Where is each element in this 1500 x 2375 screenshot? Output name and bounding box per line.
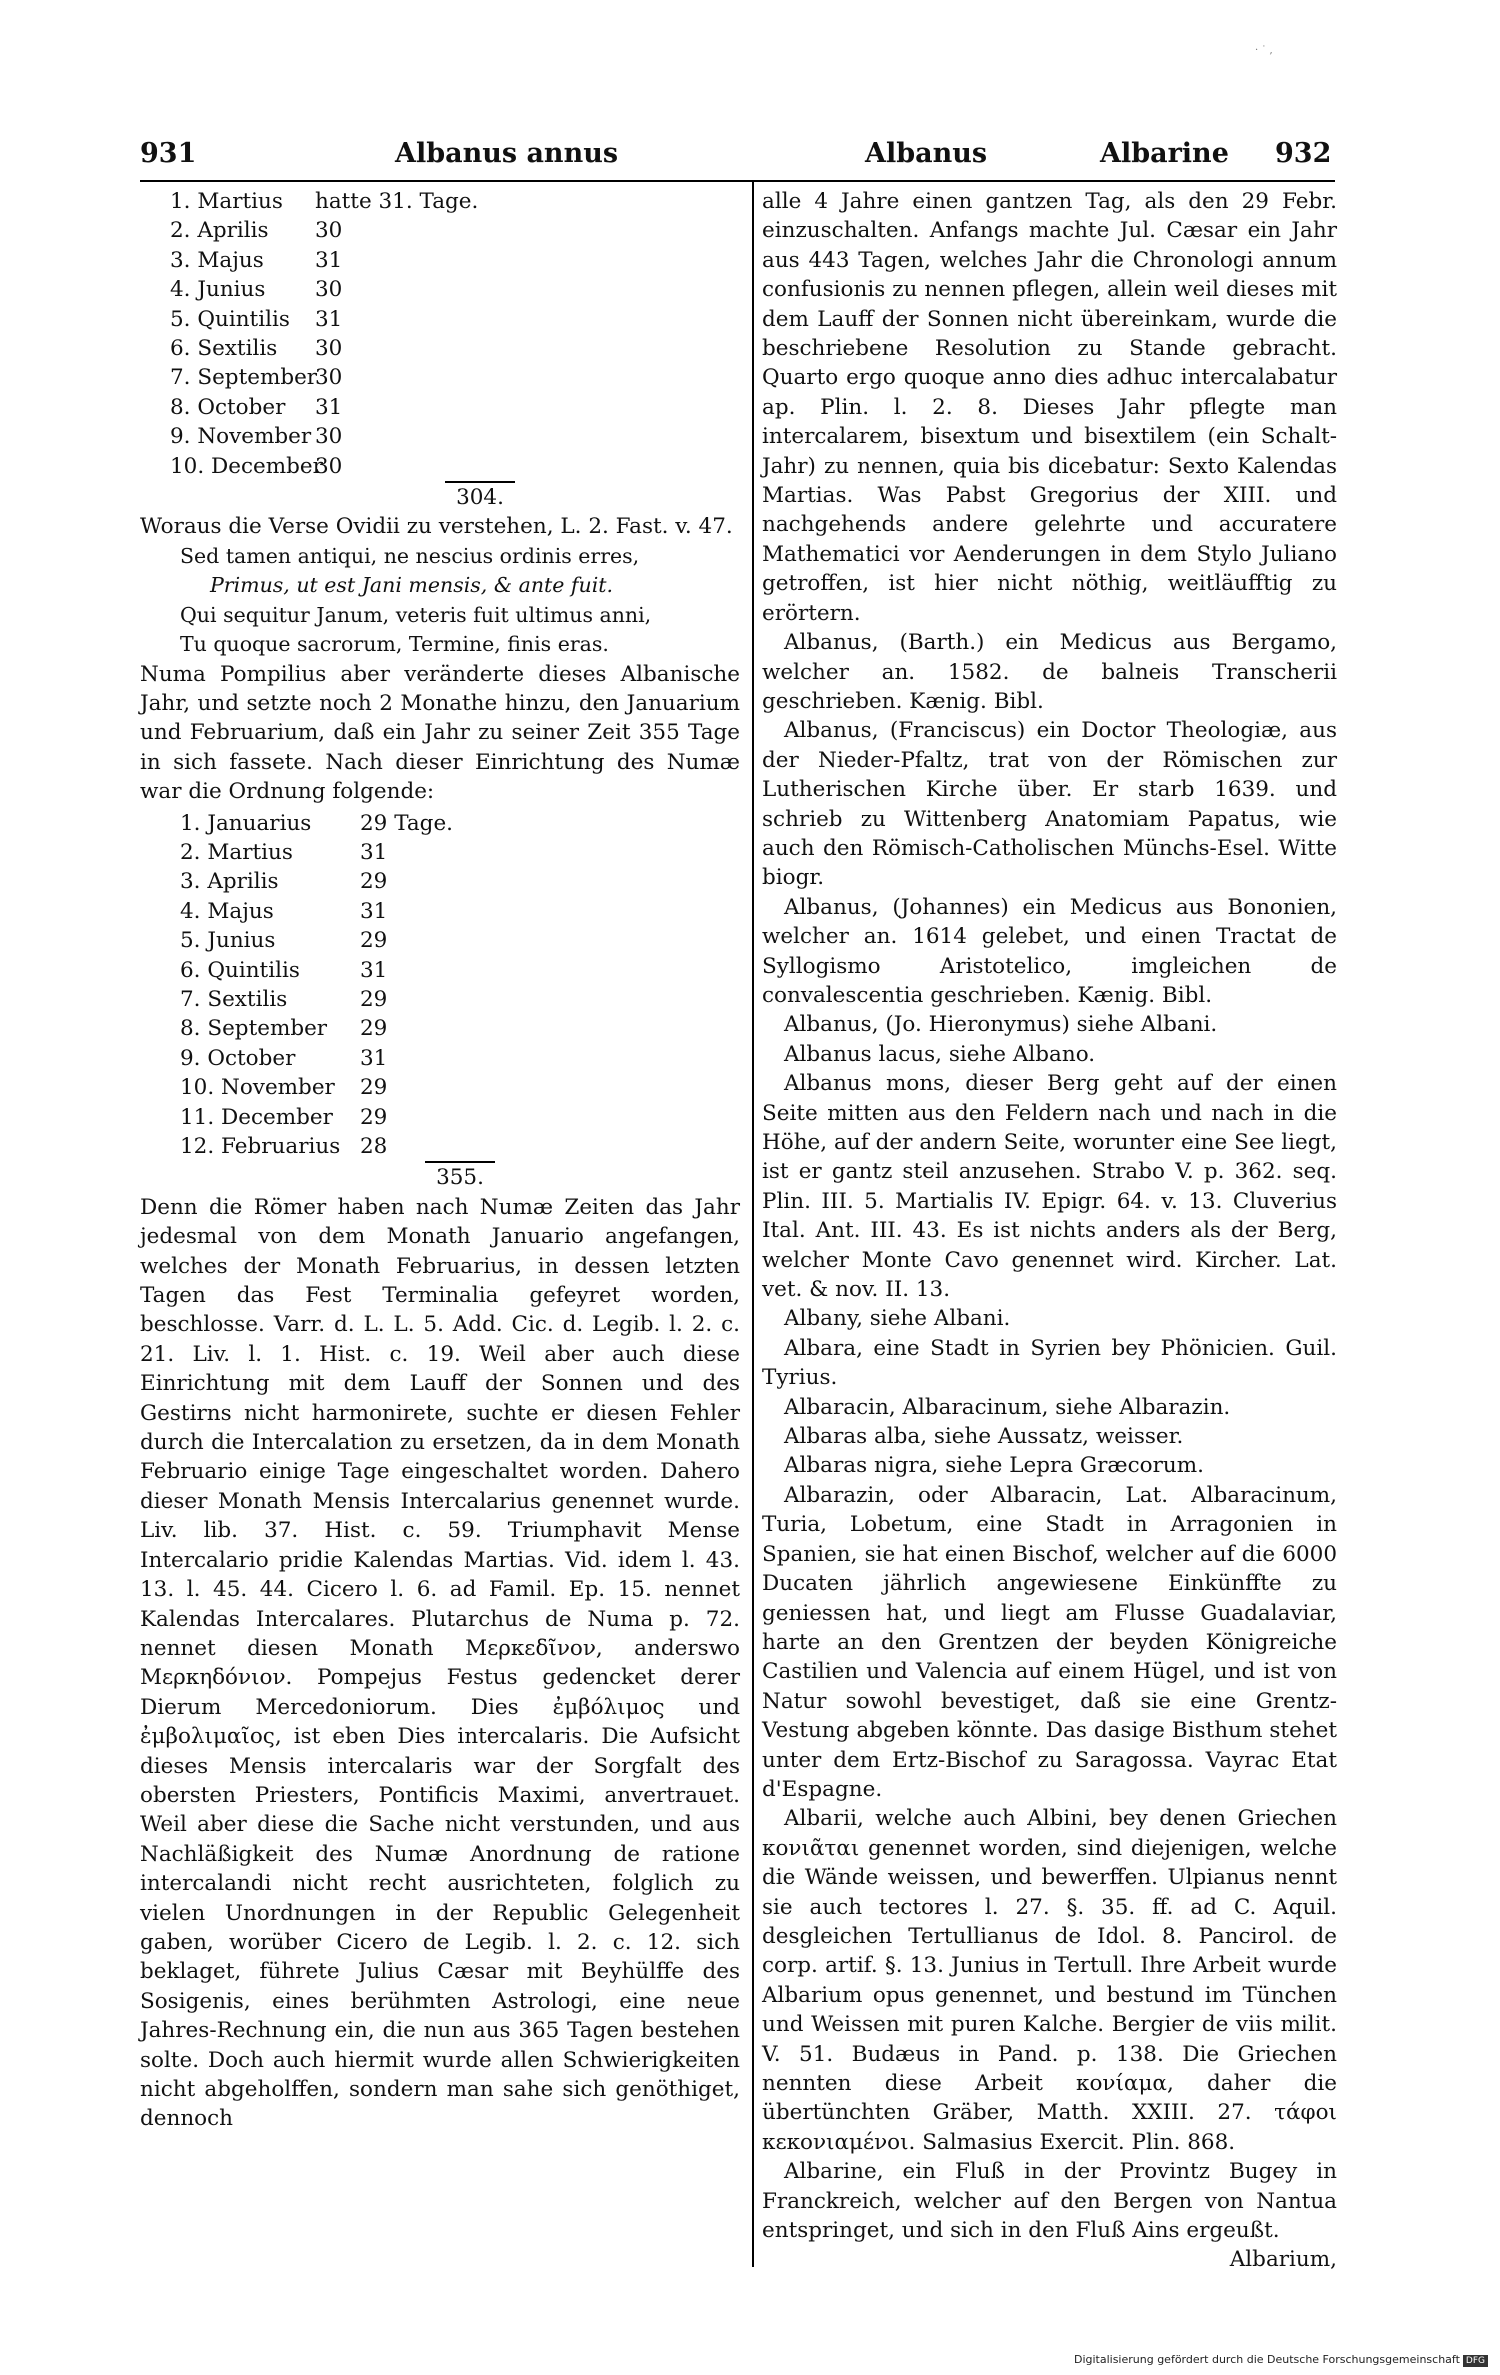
month-name bbox=[180, 985, 360, 1014]
month-label: November bbox=[221, 1075, 335, 1101]
entry-albany: Albany, siehe Albani. bbox=[784, 1306, 1011, 1332]
month-name bbox=[180, 1103, 360, 1132]
catchword: Albarium, bbox=[1229, 2247, 1337, 2273]
month-label: Februarius bbox=[221, 1134, 341, 1159]
table-spacer bbox=[575, 187, 740, 216]
month-label: September bbox=[197, 365, 318, 391]
running-head-center: Albanus bbox=[865, 138, 988, 169]
table-indent bbox=[140, 216, 170, 245]
entry-albanus-barth: Albanus, (Barth.) ein Medicus aus Bergamo, welcher an. 1582. de balneis Transcherii geschrieben. Kænig. Bibl. bbox=[762, 630, 1337, 714]
table1-sum: 304. bbox=[445, 481, 515, 512]
month-name bbox=[180, 1073, 360, 1102]
entry-albarazin: Albarazin, oder Albaracin, Lat. Albaracinum, Turia, Lobetum, eine Stadt in Arragonien in Spanien, sie hat einen Bischof, welcher auf die 6000 Ducaten jährlich angewiesene Einkünffte zu geniessen hat, und liegt am Flusse Guadalaviar, harte an den Grentzen der beyden Königreiche Castilien und Valencia auf einem Hügel, und ist von Natur sowohl bevestiget, daß sie eine Grentz-Vestung abgeben könnte. Das dasige Bisthum stehet unter dem Ertz-Bischof zu Saragossa. Vayrac Etat d'Espagne. bbox=[762, 1482, 1337, 1802]
table-indent bbox=[140, 985, 180, 1014]
paragraph-continuation: alle 4 Jahre einen gantzen Tag, als den 29 Febr. einzuschalten. Anfangs machte Jul. Cæsar ein Jahr aus 443 Tagen, welches Jahr die Chronologi annum confusionis zu nennen pflegen, allein weil dieses mit dem Lauff der Sonnen nicht übereinkam, wurde die beschriebene Resolution zu Stande gebracht. Quarto ergo quoque anno dies adhuc intercalabatur ap. Plin. l. 2. 8. Dieses Jahr pflegte man intercalarem, bisextum und bisextilem (ein Schalt-Jahr) zu nennen, quia bis dicebatur: Sexto Kalendas Martias. Was Pabst Gregorius der XIII. und nachgehends andere gelehrte und accuratere Mathematici vor Aenderungen in dem Stylo Juliano getroffen, ist hier nicht nöthig, weitläufftig zu erörtern. bbox=[762, 189, 1337, 626]
month-number: 1. bbox=[170, 189, 191, 214]
month-label: Sextilis bbox=[197, 336, 278, 362]
month-number: 6. bbox=[180, 957, 201, 983]
paragraph-romans: Denn die Römer haben nach Numæ Zeiten das Jahr jedesmal von dem Monath Januario angefangen, welches der Monath Februarius, in dessen letzten Tagen das Fest Terminalia gefeyret worden, beschlosse. Varr. d. L. L. 5. Add. Cic. d. Legib. l. 2. c. 21. Liv. l. 1. Hist. c. 19. Weil aber auch diese Einrichtung mit dem Lauff der Sonnen und des Gestirns nicht harmonirete, suchte er diesen Fehler durch die Intercalation zu ersetzen, da in dem Monath Februario einige Tage eingeschaltet worden. Dahero dieser Monath Mensis Intercalarius genennet wurde. Liv. lib. 37. Hist. c. 59. Triumphavit Mense Intercalario pridie Kalendas Martias. Vid. idem l. 43. 13. l. 45. 44. Cicero l. 6. ad Famil. Ep. 15. nennet Kalendas Intercalares. Plutarchus de Numa p. 72. nennet diesen Monath Μερκεδῖνον, anderswo Μερκηδόνιον. Pompejus Festus gedencket derer Dierum Mercedoniorum. Dies ἐμβόλιμος und ἐμβολιμαῖος, ist eben Dies intercalaris. Die Aufsicht dieses Mensis intercalaris war der Sorgfalt des obersten Priesters, Pontificis Maximi, anvertrauet. Weil aber diese die Sache nicht verstunden, und aus Nachläßigkeit des Numæ Anordnung de ratione intercalandi nicht recht ausrichteten, folglich zu vielen Unordnungen in der Republic Gelegenheit gaben, worüber Cicero de Legib. l. 2. c. 12. sich beklaget, führete Julius Cæsar mit Beyhülffe des Sosigenis, eines berühmten Astrologi, eine neue Jahres-Rechnung ein, die nun aus 365 Tagen bestehen solte. Doch auch hiermit wurde allen Schwierigkeiten nicht abgeholffen, sondern man sahe sich genöthiget, dennoch bbox=[140, 1194, 740, 2132]
month-days: 31 bbox=[315, 394, 343, 420]
paragraph-numa: Numa Pompilius aber veränderte dieses Albanische Jahr, und setzte noch 2 Monathe hinzu, den Januarium und Februarium, daß ein Jahr zu seiner Zeit 355 Tage in sich fassete. Nach dieser Einrichtung des Numæ war die Ordnung folgende: bbox=[140, 661, 740, 805]
table-spacer bbox=[560, 838, 740, 867]
entry-albaras-nigra: Albaras nigra, siehe Lepra Græcorum. bbox=[784, 1453, 1204, 1479]
month-label: Junius bbox=[207, 928, 276, 954]
table-indent bbox=[140, 867, 180, 896]
table-spacer bbox=[560, 1073, 740, 1102]
month-label: September bbox=[207, 1016, 328, 1042]
month-label: Quintilis bbox=[207, 957, 300, 983]
month-days: 28 bbox=[360, 1134, 388, 1159]
month-number: 3. bbox=[180, 869, 201, 895]
entry-albanus-lacus: Albanus lacus, siehe Albano. bbox=[784, 1041, 1096, 1067]
entry-albanus-franciscus: Albanus, (Franciscus) ein Doctor Theologiæ, aus der Nieder-Pfaltz, trat von der Römischen zur Lutherischen Kirche über. Er starb 1639. und schrieb zu Wittenberg Anatomiam Papatus, wie auch den Römisch-Catholischen Münchs-Esel. Witte biogr. bbox=[762, 718, 1337, 891]
month-number: 5. bbox=[170, 306, 191, 332]
table-indent bbox=[140, 393, 170, 422]
month-label: Aprilis bbox=[207, 869, 279, 895]
month-name bbox=[180, 867, 360, 896]
month-name bbox=[180, 926, 360, 955]
month-days: 30 bbox=[315, 424, 343, 450]
month-label: October bbox=[197, 394, 286, 420]
table-indent bbox=[140, 1132, 180, 1161]
month-name bbox=[170, 334, 315, 363]
month-label: November bbox=[197, 424, 312, 450]
month-name bbox=[170, 393, 315, 422]
table-indent bbox=[140, 1103, 180, 1132]
table-indent bbox=[140, 838, 180, 867]
month-days: hatte 31. Tage. bbox=[315, 189, 479, 214]
entry-albaras-alba: Albaras alba, siehe Aussatz, weisser. bbox=[784, 1424, 1184, 1450]
right-column bbox=[762, 187, 1337, 2275]
scan-speck: · ˙ , bbox=[1255, 45, 1273, 56]
verse-line-3: Qui sequitur Janum, veteris fuit ultimus anni, bbox=[180, 602, 652, 627]
table-indent bbox=[140, 275, 170, 304]
table-spacer bbox=[575, 363, 740, 392]
entry-albanus-johannes: Albanus, (Johannes) ein Medicus aus Bononien, welcher an. 1614 gelebet, und einen Tractat de Syllogismo Aristotelico, imgleichen de convalescentia geschrieben. Kænig. Bibl. bbox=[762, 894, 1337, 1008]
table-indent bbox=[140, 246, 170, 275]
month-number: 3. bbox=[170, 247, 191, 273]
month-days: 29 bbox=[360, 928, 388, 954]
month-label: October bbox=[207, 1045, 296, 1071]
month-name bbox=[170, 422, 315, 451]
table-spacer bbox=[575, 334, 740, 363]
month-label: Sextilis bbox=[207, 986, 288, 1012]
table-indent bbox=[140, 422, 170, 451]
month-number: 8. bbox=[180, 1016, 201, 1042]
month-days: 30 bbox=[315, 218, 343, 244]
verse-line-1: Sed tamen antiqui, ne nescius ordinis erres, bbox=[180, 543, 640, 568]
table-indent bbox=[140, 956, 180, 985]
month-days: 31 bbox=[360, 1045, 388, 1071]
table-spacer bbox=[560, 926, 740, 955]
table2-sum: 355. bbox=[425, 1161, 495, 1192]
table-spacer bbox=[560, 809, 740, 838]
entry-albarii: Albarii, welche auch Albini, bey denen Griechen κονιᾶται genennet worden, sind diejenigen, welche die Wände weissen, und bewerffen. Ulpianus nennt sie auch tectores l. 27. §. 35. ff. ad C. Aquil. desgleichen Tertullianus de Idol. 8. Pancirol. de corp. artif. §. 13. Junius in Tertull. Ihre Arbeit wurde Albarium opus genennet, und bestund im Tünchen und Weissen mit puren Kalche. Bergier de viis milit. V. 51. Budæus in Pand. p. 138. Die Griechen nennten diese Arbeit κονίαμα, daher die übertünchten Gräber, Matth. XXIII. 27. τάφοι κεκονιαμένοι. Salmasius Exercit. Plin. 868. bbox=[762, 1806, 1337, 2155]
month-label: Aprilis bbox=[197, 218, 269, 244]
verse-line-2: Primus, ut est Jani mensis, & ante fuit. bbox=[210, 573, 614, 598]
month-label: Junius bbox=[197, 277, 266, 303]
month-number: 12. bbox=[180, 1134, 215, 1159]
month-number: 10. bbox=[170, 453, 205, 479]
entry-albanus-mons: Albanus mons, dieser Berg geht auf der einen Seite mitten aus den Feldern nach und nach in die Höhe, auf der andern Seite, worunter eine See liegt, ist er gantz steil anzusehen. Strabo V. p. 362. seq. Plin. III. 5. Martialis IV. Epigr. 64. v. 13. Cluverius Ital. Ant. III. 43. Es ist nichts anders als der Berg, welcher Monte Cavo genennet wird. Kircher. Lat. vet. & nov. II. 13. bbox=[762, 1071, 1337, 1303]
month-label: Januarius bbox=[207, 810, 312, 836]
month-name bbox=[170, 363, 318, 392]
month-name bbox=[180, 1132, 360, 1161]
paragraph-ovid: Woraus die Verse Ovidii zu verstehen, L. 2. Fast. v. 47. bbox=[140, 514, 733, 540]
month-label: Quintilis bbox=[197, 306, 290, 332]
table-spacer bbox=[560, 867, 740, 896]
table-spacer bbox=[560, 985, 740, 1014]
entry-albarine: Albarine, ein Fluß in der Provintz Bugey in Franckreich, welcher auf den Bergen von Nantua entspringet, und sich in den Fluß Ains ergeußt. bbox=[762, 2159, 1337, 2244]
table-spacer bbox=[560, 1044, 740, 1073]
table-spacer bbox=[575, 393, 740, 422]
month-label: Martius bbox=[197, 189, 283, 214]
month-days: 29 bbox=[360, 869, 388, 895]
month-number: 7. bbox=[180, 986, 201, 1012]
running-head-left: Albanus annus bbox=[395, 138, 619, 169]
table-spacer bbox=[575, 216, 740, 245]
month-days: 29 bbox=[360, 986, 388, 1012]
left-column bbox=[140, 187, 740, 2134]
month-days: 30 bbox=[315, 336, 343, 362]
month-number: 9. bbox=[180, 1045, 201, 1071]
entry-albara: Albara, eine Stadt in Syrien bey Phönicien. Guil. Tyrius. bbox=[762, 1335, 1337, 1391]
month-days: 31 bbox=[360, 957, 388, 983]
digitization-footer bbox=[1074, 2353, 1488, 2367]
table-spacer bbox=[575, 246, 740, 275]
month-number: 4. bbox=[180, 898, 201, 924]
month-days: 30 bbox=[315, 277, 343, 303]
month-name bbox=[170, 305, 315, 334]
month-name bbox=[180, 897, 360, 926]
month-name bbox=[170, 216, 315, 245]
month-days: 29 bbox=[360, 1075, 388, 1101]
table-spacer bbox=[575, 422, 740, 451]
month-name bbox=[170, 187, 315, 216]
month-label: Majus bbox=[197, 247, 264, 273]
month-days: 31 bbox=[360, 898, 388, 924]
month-number: 1. bbox=[180, 810, 201, 836]
month-name bbox=[170, 246, 315, 275]
month-days: 31 bbox=[315, 306, 343, 332]
month-name bbox=[170, 275, 315, 304]
table-spacer bbox=[560, 956, 740, 985]
month-name bbox=[170, 452, 323, 481]
month-days: 29 Tage. bbox=[360, 810, 454, 836]
month-label: December bbox=[211, 453, 323, 479]
table-spacer bbox=[560, 1132, 740, 1161]
month-label: Majus bbox=[207, 898, 274, 924]
month-name bbox=[180, 838, 360, 867]
table-indent bbox=[140, 334, 170, 363]
table-indent bbox=[140, 1073, 180, 1102]
month-days: 29 bbox=[360, 1016, 388, 1042]
month-number: 4. bbox=[170, 277, 191, 303]
table-spacer bbox=[560, 1103, 740, 1132]
month-days: 30 bbox=[315, 453, 343, 479]
month-name bbox=[180, 1014, 360, 1043]
entry-albaracin: Albaracin, Albaracinum, siehe Albarazin. bbox=[784, 1394, 1231, 1420]
table-spacer bbox=[575, 305, 740, 334]
month-number: 6. bbox=[170, 336, 191, 362]
month-number: 5. bbox=[180, 928, 201, 954]
month-number: 9. bbox=[170, 424, 191, 450]
month-table-albanian bbox=[140, 187, 740, 481]
verse-line-4: Tu quoque sacrorum, Termine, finis eras. bbox=[180, 632, 609, 657]
month-name bbox=[180, 956, 360, 985]
month-days: 29 bbox=[360, 1104, 388, 1130]
month-number: 10. bbox=[180, 1075, 215, 1101]
table-spacer bbox=[560, 1014, 740, 1043]
table-spacer bbox=[575, 275, 740, 304]
page-number-left: 931 bbox=[140, 138, 197, 169]
table-indent bbox=[140, 1014, 180, 1043]
entry-albanus-hieronymus: Albanus, (Jo. Hieronymus) siehe Albani. bbox=[784, 1012, 1218, 1038]
table-indent bbox=[140, 809, 180, 838]
table-spacer bbox=[575, 452, 740, 481]
table-indent bbox=[140, 1044, 180, 1073]
month-number: 7. bbox=[170, 365, 191, 391]
table-indent bbox=[140, 926, 180, 955]
month-label: Martius bbox=[207, 839, 293, 865]
table-indent bbox=[140, 363, 170, 392]
table-indent bbox=[140, 897, 180, 926]
month-days: 30 bbox=[315, 365, 343, 391]
footer-text: Digitalisierung gefördert durch die Deutsche Forschungsgemeinschaft bbox=[1073, 2353, 1460, 2366]
month-number: 8. bbox=[170, 394, 191, 420]
table-indent bbox=[140, 305, 170, 334]
month-table-numa bbox=[140, 809, 740, 1162]
table-indent bbox=[140, 452, 170, 481]
page-number-right: 932 bbox=[1275, 138, 1332, 169]
running-head-right: Albarine bbox=[1100, 138, 1229, 169]
month-days: 31 bbox=[360, 839, 388, 865]
table-indent bbox=[140, 187, 170, 216]
dfg-logo: DFG bbox=[1463, 2355, 1488, 2367]
month-name bbox=[180, 1044, 360, 1073]
month-number: 11. bbox=[180, 1104, 215, 1130]
column-divider bbox=[752, 182, 754, 2267]
month-name bbox=[180, 809, 360, 838]
month-number: 2. bbox=[170, 218, 191, 244]
header-rule bbox=[140, 180, 1335, 182]
month-label: December bbox=[221, 1104, 333, 1130]
month-days: 31 bbox=[315, 247, 343, 273]
table-spacer bbox=[560, 897, 740, 926]
month-number: 2. bbox=[180, 839, 201, 865]
